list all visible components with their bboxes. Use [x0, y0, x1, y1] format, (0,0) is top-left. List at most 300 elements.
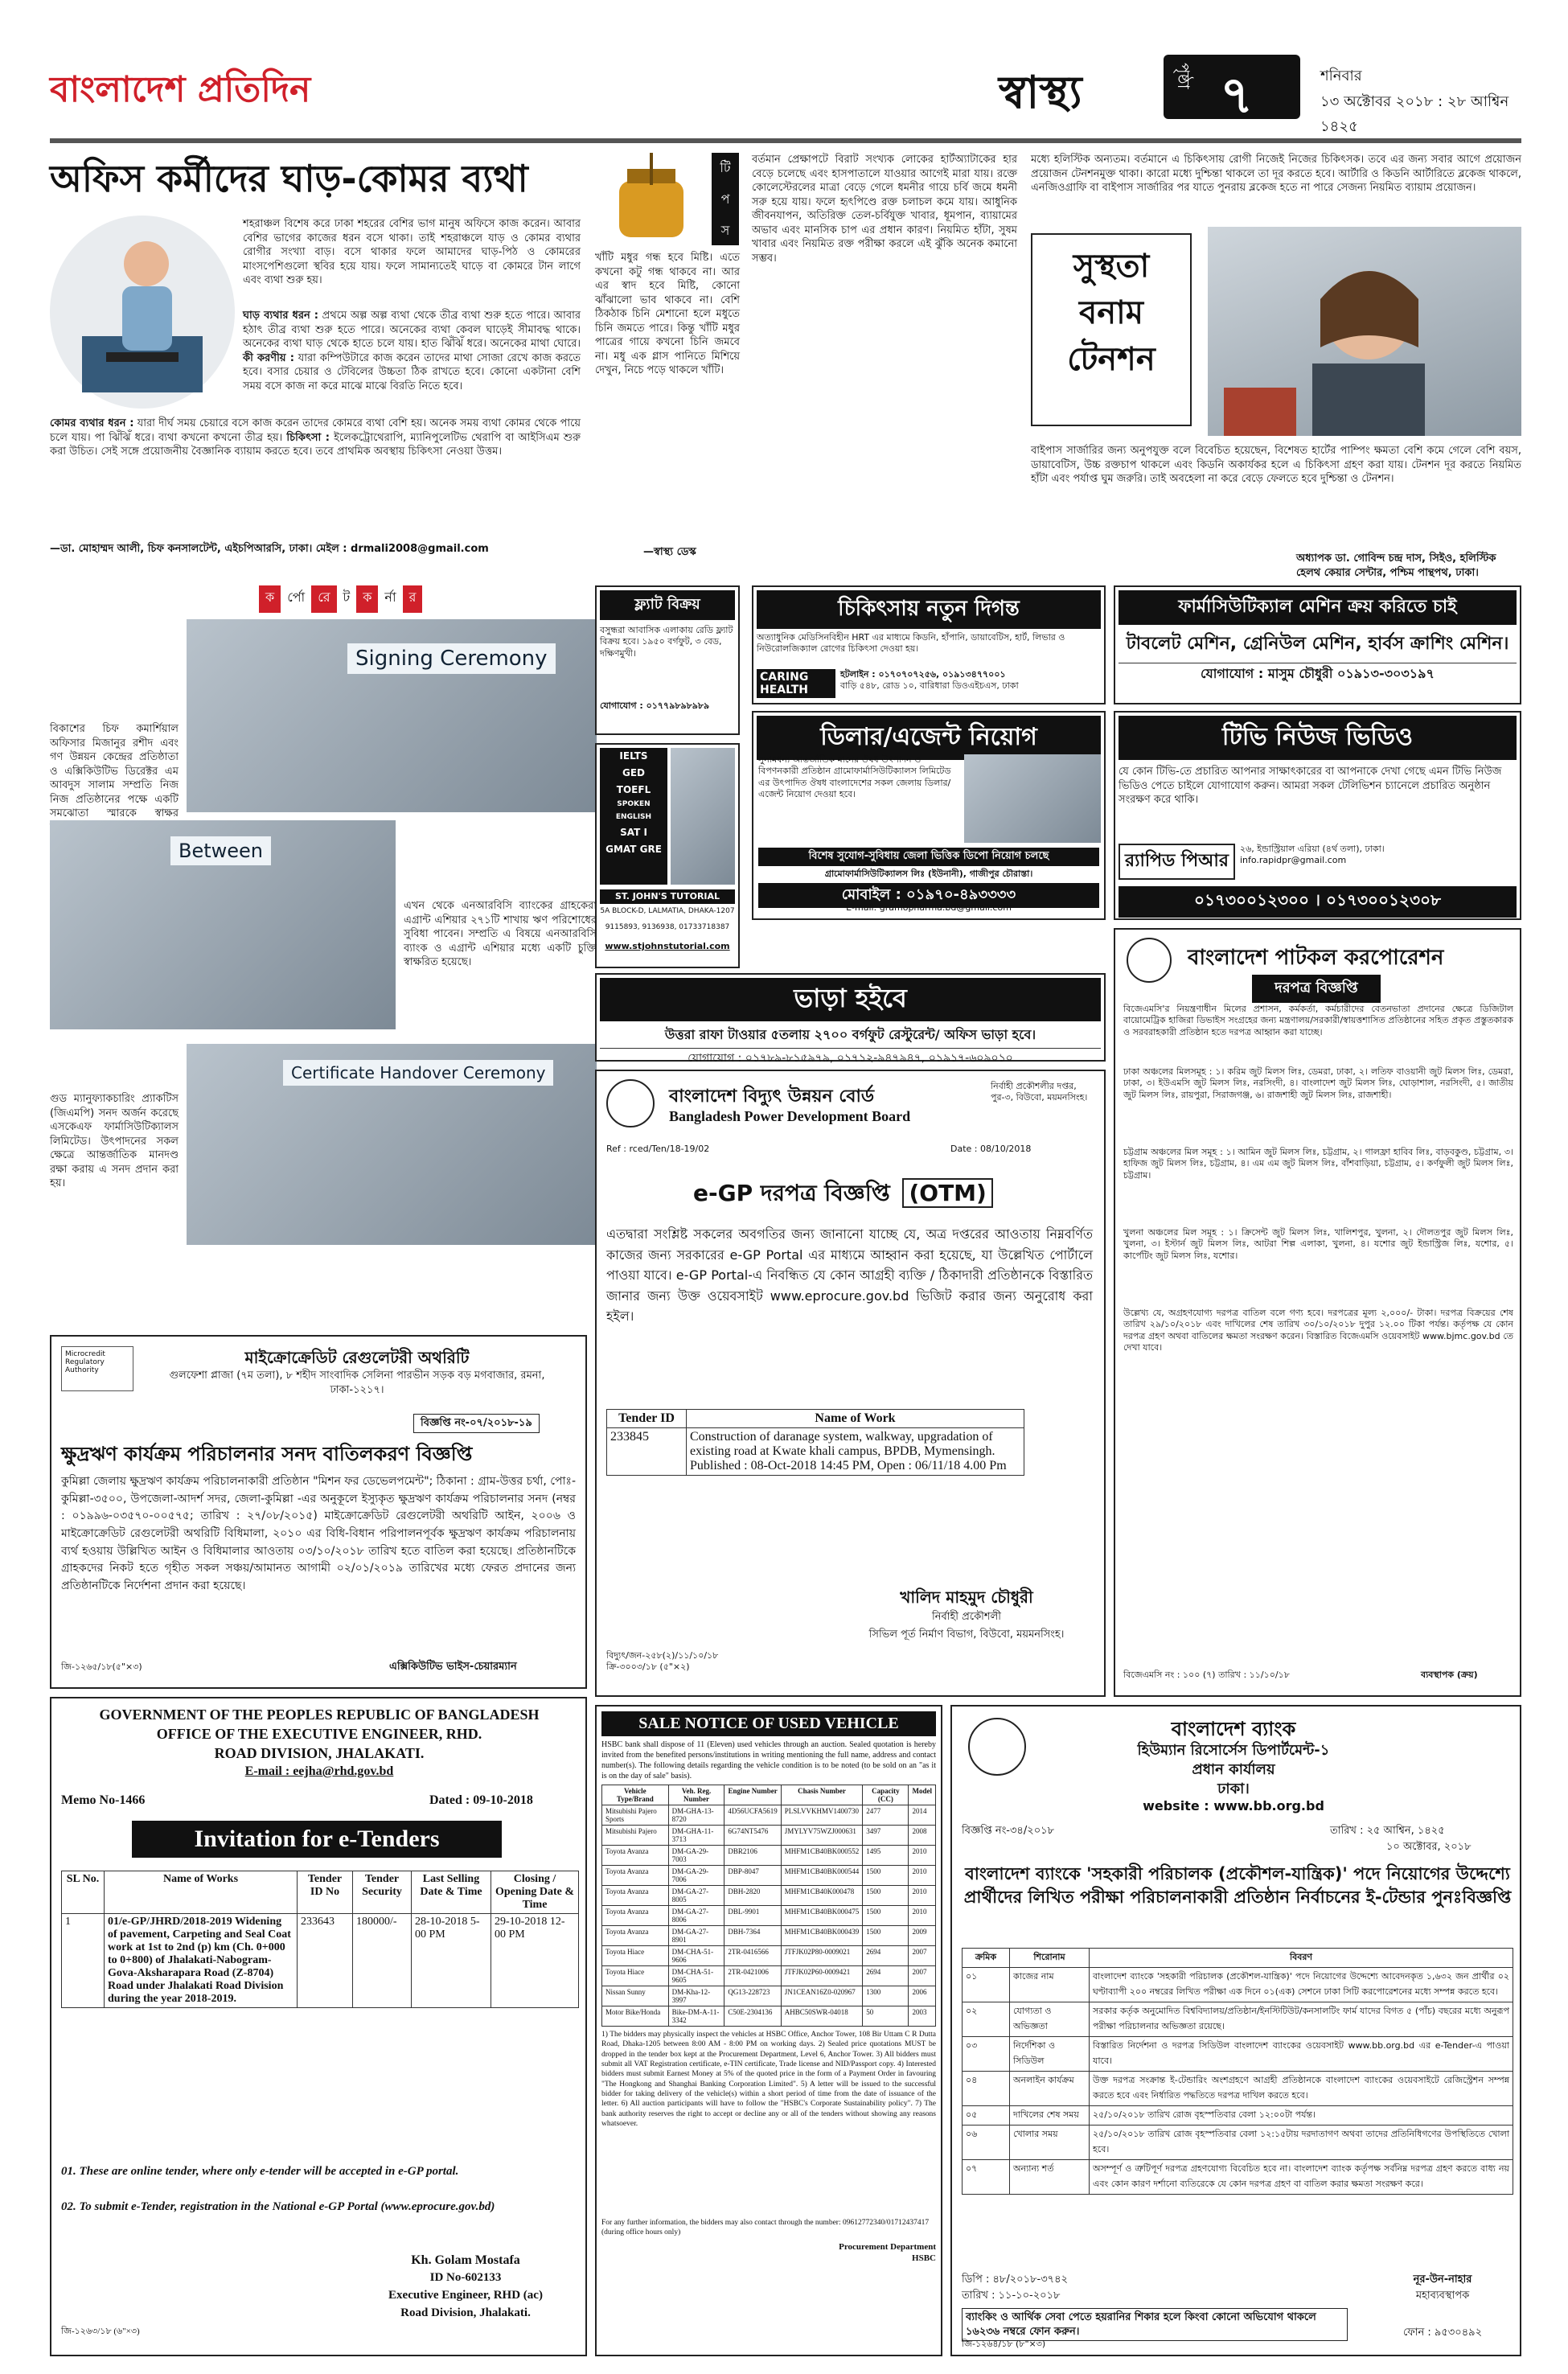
hsbc-table-row: [602, 1886, 936, 1906]
bb-code: জি-১২৬৪/১৮ (৮"×৩): [962, 2339, 1046, 2349]
dealer-ad: [752, 711, 1106, 920]
corp-tag-2: র্পো: [287, 589, 306, 605]
hsbc-cell: Motor Bike/Honda: [602, 2006, 669, 2027]
bb-cell: অনলাইন কার্যক্রম: [1010, 2072, 1090, 2106]
stress-article: [1031, 153, 1521, 587]
course-3: TOEFL: [616, 784, 651, 795]
bb-cell: ০৭: [963, 2160, 1010, 2195]
hsbc-th-model: Model: [909, 1785, 936, 1805]
logo-text: বাংলাদেশ প্রতিদিন: [50, 69, 311, 110]
bb-dp-date: তারিখ : ১১-১০-২০১৮: [962, 2290, 1061, 2302]
bpdb-table-header: [607, 1410, 1024, 1428]
hsbc-cell: 2477: [863, 1805, 909, 1826]
hsbc-cell: DM-GA-29-7003: [668, 1846, 724, 1866]
bb-cell: যোগ্যতা ও অভিজ্ঞতা: [1010, 2002, 1090, 2037]
dealer-highlight: বিশেষ সুযোগ-সুবিধায় জেলা ভিত্তিক ডিপো নিয়োগ চলছে: [758, 848, 1099, 866]
bjmc-title: বাংলাদেশ পাটকল করপোরেশন: [1188, 946, 1444, 970]
photo-banner-3: Certificate Handover Ceremony: [283, 1060, 553, 1086]
hsbc-signer: Procurement Department: [839, 2241, 936, 2252]
hsbc-cell: DM-CHA-51-9605: [668, 1966, 724, 1986]
bjmc-intro: বিজেএমসি'র নিয়ন্ত্রণাধীন মিলের প্রশাসন, কর্মকর্তা, কর্মচারীদের বেতনভাতা প্রদানের ক্ষেত্রে ডিজিটাল বায়োমেট্রিক হাজিরা ডিভাইস সংগ্রহের জন্য মন্ত্রণালয়/সরকারী/স্বায়ত্তশাসিত প্রতিষ্ঠানের সহিত প্রকৃত প্রস্তুতকারক ও সরবরাহকারী প্রতিষ্ঠান হতে দরপত্র আহ্বান করা যাচ্ছে।: [1123, 1004, 1513, 1037]
bb-logo: [968, 1718, 1026, 1776]
office-worker-illustration: [50, 216, 235, 409]
rhd-security: 180000/-: [353, 1914, 412, 2008]
bpdb-table: [606, 1409, 1024, 1476]
lead-body-2: [243, 309, 581, 413]
lead-subhead-4: চিকিৎসা :: [286, 431, 330, 444]
bjmc-signer: ব্যবস্থাপক (ক্রয়): [1421, 1670, 1478, 1680]
bb-table-row: [963, 2072, 1513, 2106]
mra-headline: ক্ষুদ্রঋণ কার্যক্রম পরিচালনার সনদ বাতিলকরণ বিজ্ঞপ্তি: [61, 1443, 473, 1465]
heart-article: বর্তমান প্রেক্ষাপটে বিরাট সংখ্যক লোকের হার্টঅ্যাটাকের হার বেড়ে চলেছে এবং হাসপাতালে যাওয়ার আগেই মারা যায়। রক্তে কোলেস্টেরলের মাত্রা বেড়ে গেলে ধমনীর গায়ে চর্বি জমে ধমনী সরু হয়ে যায়। ফলে হৃৎপিণ্ডে রক্ত চলাচল কমে যায়। আধুনিক জীবনযাপন, অতিরিক্ত তেল-চর্বিযুক্ত খাবার, ধূমপান, ব্যায়ামের অভাব এবং মানসিক চাপ এর প্রধান কারণ। নিয়মিত হাঁটা, সুষম খাবার এবং নিয়মিত রক্ত পরীক্ষা করলে এই ঝুঁকি অনেক কমানো সম্ভব।: [752, 154, 1017, 265]
hsbc-cell: 2010: [909, 1906, 936, 1926]
hsbc-table: [601, 1785, 936, 2027]
bpdb-notice: [595, 1070, 1106, 1697]
hsbc-cell: Toyota Avanza: [602, 1846, 669, 1866]
machine-items: টাবলেট মেশিন, গ্রেনিউল মেশিন, হার্বস ক্রাশিং মেশিন।: [1126, 634, 1509, 654]
hsbc-cell: 2694: [863, 1946, 909, 1966]
bb-cell: অসম্পূর্ণ ও ত্রুটিপূর্ণ দরপত্র গ্রহণযোগ্য বিবেচিত হবে না। বাংলাদেশ ব্যাংক কর্তৃপক্ষ সর্বনিম্ন দরপত্র গ্রহণ করতে বাধ্য নয় এবং কোন কারণ দর্শানো ব্যতিরেকে যে কোন দরপত্র গ্রহণ বা বাতিল করার ক্ষমতা সংরক্ষণ করে।: [1090, 2160, 1513, 2195]
hsbc-cell: 2694: [863, 1966, 909, 1986]
corp-tag-7: র: [403, 585, 423, 613]
rhd-th-id: Tender ID No: [298, 1871, 353, 1914]
course-1: IELTS: [619, 750, 648, 762]
stress-byline: অধ্যাপক ডা. গোবিন্দ চন্দ্র দাস, সিইও, হলিস্টিক হেলথ কেয়ার সেন্টার, পশ্চিম পান্থপথ, ঢাকা।: [1296, 552, 1496, 579]
hsbc-th-cc: Capacity (CC): [863, 1785, 909, 1805]
page-label: পৃষ্ঠা: [1174, 63, 1193, 89]
hsbc-cell: DM-CHA-51-9606: [668, 1946, 724, 1966]
stress-body: মধ্যে হলিস্টিক অন্যতম। বর্তমানে এ চিকিৎসায় রোগী নিজেই নিজের চিকিৎসক। তবে এর জন্য সবার আগে প্রয়োজন প্রয়োজন টেনশনমুক্ত থাকা। কারো মধ্যে দুশ্চিন্তা থাকলে তা দূর করতে হবে। আর্টারি ও কিডনি আর্টারিতে ব্লকেজ থাকলে, এনজিওগ্রাফি বা বাইপাস সার্জারির পর যাতে পুনরায় ব্লকেজ হতে না পারে সেজন্য নিয়মিত ব্যায়াম প্রয়োজন।: [1031, 154, 1521, 195]
rhd-th-security: Tender Security: [353, 1871, 412, 1914]
tutorial-address: 5A BLOCK-D, LALMATIA, DHAKA-1207: [600, 907, 735, 915]
bb-th-title: শিরোনাম: [1010, 1949, 1090, 1968]
course-2: GED: [622, 767, 645, 778]
bpdb-title-text: e-GP দরপত্র বিজ্ঞপ্তি: [693, 1180, 890, 1206]
tips-tag-2: প: [720, 191, 730, 207]
hsbc-table-row: [602, 2006, 936, 2027]
bb-cell: খোলার সময়: [1010, 2126, 1090, 2160]
logo: [50, 63, 310, 121]
tips-column: [595, 153, 740, 571]
bb-cell: ০১: [963, 1968, 1010, 2002]
bb-table-row: [963, 2126, 1513, 2160]
bjmc-khulna: খুলনা অঞ্চলের মিল সমূহ : ১। ক্রিসেন্ট জুট মিলস লিঃ, খালিশপুর, খুলনা, ২। দৌলতপুর জুট মিলস লিঃ, খুলনা, ৩। ইস্টার্ন জুট মিলস লিঃ, আটরা শিল্প এলাকা, খুলনা, ৪। যশোর জুট ইন্ডাস্ট্রিজ লিঃ, যশোর, ৫। কার্পেটিং জুট মিলস লিঃ, যশোর।: [1123, 1227, 1513, 1261]
hsbc-cell: 2010: [909, 1866, 936, 1886]
hsbc-cell: Nissan Sunny: [602, 1986, 669, 2006]
bb-cell: কাজের নাম: [1010, 1968, 1090, 2002]
rhd-table: [61, 1871, 579, 2008]
mra-title: মাইক্রোক্রেডিট রেগুলেটরী অথরিটি: [244, 1348, 470, 1367]
hsbc-th-type: Vehicle Type/Brand: [602, 1785, 669, 1805]
corp-caption-1: বিকাশের চিফ কমার্শিয়াল অফিসার মিজানুর রশীদ এবং গণ উন্নয়ন কেন্দ্রের প্রতিষ্ঠাতা ও এক্সিকিউটিভ ডিরেক্টর এম আবদুস সালাম সম্প্রতি নিজ নিজ প্রতিষ্ঠানের পক্ষে একটি সমঝোতা স্মারকে স্বাক্ষর: [50, 723, 179, 820]
bb-title: বাংলাদেশ ব্যাংক: [1171, 1718, 1296, 1740]
bpdb-logo: [606, 1079, 655, 1127]
rhd-closing: 29-10-2018 12-00 PM: [491, 1914, 579, 2008]
hsbc-cell: Toyota Avanza: [602, 1866, 669, 1886]
bb-table-header: [963, 1949, 1513, 1968]
bpdb-signer: খালিদ মাহমুদ চৌধুরী: [900, 1587, 1033, 1607]
course-6: GMAT GRE: [605, 843, 662, 855]
lead-headline: অফিস কর্মীদের ঘাড়-কোমর ব্যথা: [50, 157, 528, 200]
hsbc-cell: JTFJK02P60-0009421: [781, 1966, 863, 1986]
dealer-title: ডিলার/এজেন্ট নিয়োগ: [757, 716, 1101, 760]
hsbc-cell: DM-GA-27-8901: [668, 1926, 724, 1946]
photo-banner-2: Between: [170, 836, 271, 865]
bpdb-tender-id: 233845: [607, 1428, 687, 1476]
lead-subhead-2: কী করণীয় :: [243, 351, 294, 364]
hsbc-cell: Mitsubishi Pajero Sports: [602, 1805, 669, 1826]
dealer-body: সুনামধন্য আন্তর্জাতিক মানের ঔষধ উৎপাদন ও বিপণনকারী প্রতিষ্ঠান গ্রামোফার্মাসিউটিক্যালস লিমিটেড এর উৎপাদিত ঔষধ বাংলাদেশের সকল জেলায় ডিলার/এজেন্ট নিয়োগ দেওয়া হবে।: [758, 754, 951, 799]
machine-ad: [1114, 585, 1521, 704]
mra-notice: [50, 1335, 587, 1689]
hsbc-table-row: [602, 1946, 936, 1966]
bjmc-code: বিজেএমসি নং : ১০০ (৭) তারিখ : ১১/১০/১৮: [1123, 1670, 1290, 1680]
honey-jar-illustration: [595, 153, 708, 241]
dealer-email[interactable]: E-mail: gramopharma.bd@gmail.com: [846, 902, 1012, 913]
hsbc-table-row: [602, 1826, 936, 1846]
bb-date-bn: তারিখ : ২৫ আশ্বিন, ১৪২৫: [1330, 1825, 1445, 1837]
corp-caption-3: গুড ম্যানুফ্যাকচারিং প্র্যাকটিস (জিএমপি) সনদ অর্জন করেছে এসকেএফ ফার্মাসিউটিক্যালস লিমিটেড। উৎপাদনের সকল ক্ষেত্রে আন্তর্জাতিক মানদণ্ড রক্ষা করায় এ সনদ প্রদান করা হয়।: [50, 1093, 179, 1190]
bjmc-logo: [1127, 938, 1172, 983]
rhd-dated: Dated : 09-10-2018: [429, 1793, 533, 1807]
hsbc-cell: MHFM1CB40BK000544: [781, 1866, 863, 1886]
tv-title: টিভি নিউজ ভিডিও: [1119, 716, 1517, 760]
rhd-id: 233643: [298, 1914, 353, 2008]
bpdb-name-en: Bangladesh Power Development Board: [669, 1108, 911, 1124]
student-photo: [671, 748, 735, 885]
hsbc-cell: DBP-8047: [724, 1866, 781, 1886]
bb-headline: বাংলাদেশ ব্যাংকে 'সহকারী পরিচালক (প্রকৌশল-যান্ত্রিক)' পদে নিয়োগের উদ্দেশ্যে প্রার্থীদের লিখিত পরীক্ষা পরিচালনাকারী প্রতিষ্ঠান নির্বাচনের ই-টেন্ডার পুনঃবিজ্ঞপ্তি: [963, 1864, 1512, 1908]
mra-notice-no: বিজ্ঞপ্তি নং-০৭/২০১৮-১৯: [413, 1414, 540, 1433]
tv-email[interactable]: info.rapidpr@gmail.com: [1239, 855, 1347, 866]
bpdb-name-bn: বাংলাদেশ বিদ্যুৎ উন্নয়ন বোর্ড: [669, 1086, 875, 1107]
hsbc-cell: AHBC50SWR-04018: [781, 2006, 863, 2027]
hsbc-intro: HSBC bank shall dispose of 11 (Eleven) used vehicles through an auction. Sealed quotation is hereby invited from the benefited persons/institutions in writing mentioning the full name, address and contact number(s). The following details regarding the vehicle condition is to be noted (to be sold on an "as it is on the day of sale" basis).: [601, 1740, 936, 1780]
mra-logo: [61, 1346, 133, 1391]
hsbc-cell: 2010: [909, 1886, 936, 1906]
course-5: SAT I: [620, 826, 647, 838]
bjmc-notice: [1114, 928, 1521, 1697]
tv-contact-row: [1119, 844, 1517, 880]
hsbc-cell: DM-Kha-12-3997: [668, 1986, 724, 2006]
lead-text-3: যারা কম্পিউটারে কাজ করেন তাদের মাথা সোজা রেখে কাজ করতে হবে। বসার চেয়ার ও টেবিলের উচ্চতা ঠিক রাখতে হবে। কোনো একটানা বেশি সময় বসে কাজ না করে মাঝে মাঝে বিরতি নিতে হবে।: [243, 351, 581, 392]
rhd-id-no: ID No-602133: [429, 2271, 502, 2284]
tips-tag-3: স: [720, 223, 730, 238]
bb-fraud: ব্যাংকিং ও আর্থিক সেবা পেতে হয়রানির শিকার হলে কিংবা কোনো অভিযোগ থাকলে ১৬২৩৬ নম্বরে ফোন করুন।: [962, 2308, 1348, 2341]
hsbc-cell: Bike-DM-A-11-3342: [668, 2006, 724, 2027]
medical-title: চিকিৎসায় নতুন দিগন্ত: [757, 590, 1101, 629]
bb-dept: হিউম্যান রিসোর্সেস ডিপার্টমেন্ট-১: [1137, 1742, 1330, 1759]
rent-ad: [595, 973, 1106, 1065]
bpdb-th-work: Name of Work: [687, 1410, 1024, 1428]
hsbc-notice: [595, 1705, 942, 2356]
rhd-table-row: [62, 1914, 579, 2008]
hsbc-cell: 4D56UCFA5619: [724, 1805, 781, 1826]
bpdb-office: নির্বাহী প্রকৌশলীর দপ্তর, পুর-৩, বিউবো, ময়মনসিংহ।: [991, 1081, 1088, 1103]
bb-table: [962, 1948, 1513, 2195]
stress-title: [1031, 233, 1192, 426]
hsbc-table-row: [602, 1906, 936, 1926]
lead-photo: [50, 216, 235, 409]
bpdb-date: Date : 08/10/2018: [950, 1144, 1032, 1154]
hsbc-cell: 2006: [909, 1986, 936, 2006]
hsbc-cell: DM-GHA-11-3713: [668, 1826, 724, 1846]
tutorial-courses: [600, 748, 667, 885]
rhd-signer: Kh. Golam Mostafa: [411, 2253, 520, 2267]
tv-address: ২৬, ইন্ডাস্ট্রিয়াল এরিয়া (৪র্থ তলা), ঢাকা।: [1239, 844, 1385, 854]
bb-date-en: ১০ অক্টোবর, ২০১৮: [1386, 1841, 1472, 1853]
bjmc-dhaka: ঢাকা অঞ্চলের মিলসমূহ : ১। করিম জুট মিলস লিঃ, ডেমরা, ঢাকা, ২। লতিফ বাওয়ানী জুট মিলস লিঃ, ডেমরা, ঢাকা, ৩। ইউএমসি জুট মিলস লিঃ, নরসিংদী, ৪। বাংলাদেশ জুট মিলস লিঃ, ঘোড়াশাল, নরসিংদী, ৫। জাতীয় জুট মিলস লিঃ, রায়পুরা, সিরাজগঞ্জ, ৬। রাজশাহী জুট মিলস লিঃ, রাজশাহী।: [1123, 1066, 1513, 1100]
bpdb-work: Construction of daranage system, walkway, upgradation of existing road at Kwate khali campus, BPDB, Mymensingh. Published : 08-Oct-2018 14:45 PM, Open : 06/11/18 4.00 Pm: [687, 1428, 1024, 1476]
bb-cell: ০৫: [963, 2106, 1010, 2126]
hsbc-cell: 1500: [863, 1866, 909, 1886]
bpdb-body: এতদ্বারা সংশ্লিষ্ট সকলের অবগতির জন্য জানানো যাচ্ছে যে, অত্র দপ্তরের আওতায় নিম্নবর্ণিত কাজের জন্য সরকারের e-GP Portal এর মাধ্যমে আহ্বান করা হয়েছে, যা উল্লেখিত পোর্টালে পাওয়া যাবে। e-GP Portal-এ নিবন্ধিত যে কোন আগ্রহী ব্যক্তি / ঠিকাদারী প্রতিষ্ঠানকে বিস্তারিত জানার জন্য উক্ত ওয়েবসাইট www.eprocure.gov.bd ভিজিট করার জন্য অনুরোধ করা হইল।: [606, 1226, 1093, 1325]
section-title: স্বাস্থ্য: [999, 67, 1082, 119]
bpdb-code: বিদ্যুৎ/জন-২৫৮(২)/১১/১০/১৮ ক্রি-৩০০৩/১৮ (৫"×২): [606, 1650, 719, 1673]
medical-body: অত্যাধুনিক মেডিসিনবিহীন HRT এর মাধ্যমে কিডনি, হাঁপানি, ডায়াবেটিস, হার্ট, লিভার ও নিউরোলজিক্যাল রোগের চিকিৎসা দেওয়া হয়।: [757, 632, 1065, 655]
course-4: SPOKEN ENGLISH: [615, 800, 652, 821]
mra-code: জি-১২৬৫/১৮(৫"×৩): [61, 1661, 142, 1672]
bb-cell: বাংলাদেশ ব্যাংকে 'সহকারী পরিচালক (প্রকৌশল-যান্ত্রিক)' পদে নিয়োগের উদ্দেশ্যে আবেদনকৃত ১,৬৩২ জন প্রার্থীর ০২ ঘণ্টাব্যাপী ২০০ নম্বরের লিখিত পরীক্ষা এক দিনে ০১(এক) সেশনে ঢাকা সিটি করপোরেশনের মধ্যে সম্পন্ন করতে হবে।: [1090, 1968, 1513, 2002]
hsbc-cell: 1500: [863, 1926, 909, 1946]
hsbc-table-row: [602, 1926, 936, 1946]
bpdb-signer-title: নির্বাহী প্রকৌশলী: [931, 1611, 1001, 1623]
hsbc-cell: MHFM1CB40K000478: [781, 1886, 863, 1906]
machine-contact: যোগাযোগ : মাসুম চৌধুরী ০১৯১৩-৩০৩১৯৭: [1119, 663, 1517, 685]
rhd-signer-title: Executive Engineer, RHD (ac): [388, 2289, 543, 2302]
stress-title-2: বনাম: [1079, 294, 1143, 331]
bb-cell: বিস্তারিত নির্দেশনা ও দরপত্র সিডিউল বাংলাদেশ ব্যাংকের ওয়েবসাইট www.bb.org.bd এর e-Tender-এ পাওয়া যাবে।: [1090, 2037, 1513, 2072]
bb-cell: দাখিলের শেষ সময়: [1010, 2106, 1090, 2126]
machine-title: ফার্মাসিউটিক্যাল মেশিন ক্রয় করিতে চাই: [1119, 590, 1517, 625]
hsbc-cell: DM-GA-27-8006: [668, 1906, 724, 1926]
bb-signer-title: মহাব্যবস্থাপক: [1415, 2290, 1470, 2302]
bb-cell: ২৫/১০/২০১৮ তারিখ রোজ বৃহস্পতিবার বেলা ১২:১৫টায় দরদাতাগণ অথবা তাদের প্রতিনিধিগণের উপস্থিতিতে খোলা হবে।: [1090, 2126, 1513, 2160]
flat-sale-ad: [595, 585, 740, 735]
mra-body: কুমিল্লা জেলায় ক্ষুদ্রঋণ কার্যক্রম পরিচালনাকারী প্রতিষ্ঠান "মিশন ফর ডেভেলপমেন্ট"; ঠিকানা : গ্রাম-উত্তর চর্থা, পোঃ-কুমিল্লা-৩৫০০, উপজেলা-আদর্শ সদর, জেলা-কুমিল্লা -এর অনুকূলে ইস্যুকৃত ক্ষুদ্রঋণ কার্যক্রম পরিচালনার সনদ (নম্বর : ০১৯৯৬-০৩৫৭০-০০৫৭৫; তারিখ : ২৭/০৮/২০১৫) মাইক্রোক্রেডিট রেগুলেটরী অথরিটি আইন, ২০০৬ ও মাইক্রোক্রেডিট রেগুলেটরী অথরিটি বিধিমালা, ২০১০ এর বিধি-বিধান পরিপালনপূর্বক ক্ষুদ্রঋণ কার্যক্রম পরিচালনায় ব্যর্থ হওয়ায় উল্লিখিত আইন ও বিধিমালার আওতায় ০৩/১০/২০১৮ তারিখ হতে বাতিল করা হয়েছে। প্রতিষ্ঠানটিকে গ্রাহকদের নিকট হতে গৃহীত সকল সঞ্চয়/আমানত আগামী ০২/০১/২০১৯ তারিখের মধ্যে ফেরত প্রদানের জন্য প্রতিষ্ঠানটিকে নির্দেশনা প্রদান করা হয়েছে।: [61, 1475, 576, 1593]
bb-th-desc: বিবরণ: [1090, 1949, 1513, 1968]
woman-illustration: [1208, 227, 1521, 436]
rhd-sl: 1: [62, 1914, 105, 2008]
stressed-woman-photo: [1208, 227, 1521, 436]
tv-brand: র‍্যাপিড পিআর: [1119, 844, 1235, 880]
flat-contact: যোগাযোগ : ০১৭৭৯৮৯৮৯৮৯: [600, 700, 710, 711]
bpdb-ref: Ref : rced/Ten/18-19/02: [606, 1144, 710, 1154]
hsbc-cell: 2TR-0421006: [724, 1966, 781, 1986]
hsbc-cell: DM-GA-29-7006: [668, 1866, 724, 1886]
lead-subhead-3: কোমর ব্যথার ধরন :: [50, 417, 134, 429]
flat-title: ফ্ল্যাট বিক্রয়: [600, 590, 735, 620]
hsbc-cell: DBH-7364: [724, 1926, 781, 1946]
hsbc-cell: JN1CEAN16Z0-020967: [781, 1986, 863, 2006]
hsbc-contact: For any further information, the bidders may also contact through the number: 09612772340/01712437417 (during office hours only): [601, 2219, 930, 2237]
stress-title-1: সুস্থতা: [1073, 248, 1150, 285]
tv-body: যে কোন টিভি-তে প্রচারিত আপনার সাক্ষাৎকারের বা আপনাকে দেখা গেছে এমন টিভি নিউজ ভিডিও পেতে চাইলে যোগাযোগ করুন। আমরা সকল টেলিভিশন চ্যানেলে প্রচারিত অনুষ্ঠান সংরক্ষণ করে থাকি।: [1119, 766, 1502, 807]
rent-contact: যোগাযোগ : ০১৭৮৯-৮১৫৯৭৯, ০১৭১২-৯৪৭৯৪৭, ০১৯১৭-৬০৯০১০: [600, 1048, 1101, 1068]
rhd-line-1: GOVERNMENT OF THE PEOPLES REPUBLIC OF BANGLADESH: [99, 1707, 540, 1723]
bb-table-row: [963, 2106, 1513, 2126]
hsbc-cell: C50E-2304136: [724, 2006, 781, 2027]
flat-body: বসুন্ধরা আবাসিক এলাকায় রেডি ফ্ল্যাট বিক্রয় হবে। ১৯৫০ বর্গফুট, ৩ বেড, দক্ষিণমুখী।: [600, 625, 733, 659]
medical-contact-row: [757, 669, 1101, 698]
tv-phone: ০১৭৩০০১২৩০০ । ০১৭৩০০১২৩০৮: [1119, 886, 1517, 918]
tutorial-ad: [595, 743, 740, 968]
corp-photo-1: [187, 619, 597, 812]
hsbc-cell: Toyota Hiace: [602, 1966, 669, 1986]
rhd-office: Road Division, Jhalakati.: [400, 2306, 531, 2319]
hsbc-cell: 2007: [909, 1946, 936, 1966]
hsbc-cell: 2003: [909, 2006, 936, 2027]
tutorial-phone: 9115893, 9136938, 01733718387: [605, 923, 730, 931]
rhd-code: জি-১২৬৩/১৮ (৬"×৩): [61, 2327, 140, 2336]
corp-tag-5: ক: [356, 585, 378, 613]
medical-ad: [752, 585, 1106, 704]
medical-brand: CARING HEALTH: [757, 669, 835, 698]
hsbc-cell: 2009: [909, 1926, 936, 1946]
tutorial-web[interactable]: www.stjohnstutorial.com: [605, 941, 730, 951]
bb-notice-no: বিজ্ঞপ্তি নং-৩৪/২০১৮: [962, 1825, 1055, 1837]
bb-city: ঢাকা।: [1217, 1780, 1250, 1797]
hsbc-cell: JTFJK02P80-0009021: [781, 1946, 863, 1966]
rhd-line-2: OFFICE OF THE EXECUTIVE ENGINEER, RHD.: [156, 1726, 482, 1742]
bb-cell: ০২: [963, 2002, 1010, 2037]
hsbc-cell: DM-GHA-13-8720: [668, 1805, 724, 1826]
rhd-th-works: Name of Works: [105, 1871, 298, 1914]
hsbc-table-row: [602, 1866, 936, 1886]
tv-news-ad: [1114, 711, 1521, 920]
hsbc-table-row: [602, 1966, 936, 1986]
bpdb-signer-office: সিভিল পূর্ত নির্মাণ বিভাগ, বিউবো, ময়মনসিংহ।: [868, 1629, 1065, 1641]
mra-address: গুলফেশা প্লাজা (৭ম তলা), ৮ শহীদ সাংবাদিক সেলিনা পারভীন সড়ক বড় মগবাজার, রমনা, ঢাকা-১২১৭।: [169, 1370, 545, 1396]
rhd-th-closing: Closing / Opening Date & Time: [491, 1871, 579, 1914]
stress-title-3: টেনশন: [1067, 341, 1155, 378]
bb-notice: [950, 1705, 1521, 2356]
hsbc-cell: MHFM1CB40BK000439: [781, 1926, 863, 1946]
bb-phone: ফোন : ৯৫৩০৪৯২: [1402, 2327, 1483, 2339]
lead-article: [50, 151, 581, 602]
hsbc-table-row: [602, 1805, 936, 1826]
rhd-table-header: [62, 1871, 579, 1914]
bb-table-body: [963, 1968, 1513, 2195]
rhd-note-2: 02. To submit e-Tender, registration in the National e-GP Portal (www.eprocure.gov.bd): [61, 2200, 495, 2213]
hsbc-table-body: [602, 1805, 936, 2027]
hsbc-th-reg: Veh. Reg. Number: [668, 1785, 724, 1805]
corp-photo-2: [50, 820, 396, 1029]
medical-address: বাড়ি ৫৪৮, রোড ১০, বারিধারা ডিওএইচএস, ঢাকা: [840, 680, 1019, 692]
rhd-memo: Memo No-1466: [61, 1793, 146, 1807]
medical-hotline-block: [840, 669, 1019, 698]
corporate-corner: [50, 585, 597, 1325]
bb-cell: ২৫/১০/২০১৮ তারিখ রোজ বৃহস্পতিবার বেলা ১২:০০টা পর্যন্ত।: [1090, 2106, 1513, 2126]
hsbc-table-header: [602, 1785, 936, 1805]
bb-table-row: [963, 2002, 1513, 2037]
bpdb-table-row: [607, 1428, 1024, 1476]
bpdb-th-id: Tender ID: [607, 1410, 687, 1428]
bjmc-ctg: চট্টগ্রাম অঞ্চলের মিল সমূহ : ১। আমিন জুট মিলস লিঃ, চট্টগ্রাম, ২। গালফ্রা হাবিব লিঃ, বাড়বকুণ্ড, চট্টগ্রাম, ৩। হাফিজ জুট মিলস লিঃ, চট্টগ্রাম, ৪। এম এম জুট মিলস লিঃ, বাঁশবাড়িয়া, চট্টগ্রাম, ৫। কর্ণফুলী জুট মিলস লিঃ, চট্টগ্রাম।: [1123, 1147, 1513, 1181]
corp-tag-4: ট: [343, 589, 351, 605]
lead-text-5: ইলেকট্রোথেরাপি, ম্যানিপুলেটিভ থেরাপি বা আইসিএম শুরু করা উচিত। সেই সঙ্গে প্রয়োজনীয় বৈজ্ঞানিক ব্যায়াম করতে হবে। তবে প্রাথমিক অবস্থায় চিকিৎসা নেওয়া উত্তম।: [50, 431, 581, 458]
tips-tag: [712, 153, 739, 245]
doctor-photo: [964, 754, 1101, 843]
bb-th-sl: ক্রমিক: [963, 1949, 1010, 1968]
stress-body-2: বাইপাস সার্জারির জন্য অনুপযুক্ত বলে বিবেচিত হয়েছেন, বিশেষত হার্টের পাম্পিং ক্ষমতা বেশি কমে গেলে বেশি বয়স, ডায়াবেটিস, উচ্চ রক্তচাপ থাকলে এবং কিডনি অকার্যকর হলে এ চিকিৎসা গ্রহণ করা যায়। টেনশন দূর করতে নিয়মিত হাঁটা এবং পর্যাপ্ত ঘুম জরুরি। তাই অবহেলা না করে বেড়ে ফেলতে হবে দুশ্চিন্তা ও টেনশন।: [1031, 445, 1521, 486]
hsbc-cell: Mitsubishi Pajero: [602, 1826, 669, 1846]
bjmc-conditions: উল্লেখ্য যে, অগ্রহণযোগ্য দরপত্র বাতিল বলে গণ্য হবে। দরপত্রের মূল্য ২,০০০/- টাকা। দরপত্র বিক্রয়ের শেষ তারিখ ২৯/১০/২০১৮ এবং দাখিলের শেষ তারিখ ৩০/১০/২০১৮ দুপুর ১২.০০ টিকা পর্যন্ত। কর্তৃপক্ষ যে কোন দরপত্র গ্রহণ অথবা বাতিলের ক্ষমতা সংরক্ষণ করেন। বিস্তারিত বিজেএমসি ওয়েবসাইট www.bjmc.gov.bd তে দেখা যাবে।: [1123, 1308, 1513, 1353]
rent-body: উত্তরা রাফা টাওয়ার ৫তলায় ২৭০০ বর্গফুট রেস্টুরেন্ট/ অফিস ভাড়া হবে।: [664, 1027, 1036, 1042]
tips-tag-1: টি: [720, 160, 731, 175]
rent-title: ভাড়া হইবে: [600, 978, 1101, 1021]
hsbc-cell: Toyota Avanza: [602, 1886, 669, 1906]
medical-hotline: হটলাইন : ০১৭০৭০৭২৫৬, ০১৯১৩৪৭৭০০১: [840, 669, 1006, 680]
hsbc-cell: DBH-2820: [724, 1886, 781, 1906]
hsbc-cell: PLSLVVKHMV1400730: [781, 1805, 863, 1826]
mra-logo-text: Microcredit Regulatory Authority: [65, 1350, 105, 1374]
lead-text-4: যারা দীর্ঘ সময় চেয়ারে বসে কাজ করেন তাদের কোমরে ব্যথা বেশি হয়। অনেক সময় ব্যথা কোমর থেকে পায়ে চলে যায়। পা ঝিঁঝিঁ ধরে। ব্যথা কখনো কখনো তীব্র হয়।: [50, 417, 581, 444]
hsbc-cell: 2008: [909, 1826, 936, 1846]
hsbc-th-engine: Engine Number: [724, 1785, 781, 1805]
hsbc-table-row: [602, 1846, 936, 1866]
corp-tag-6: র্না: [384, 589, 396, 605]
bb-website[interactable]: website : www.bb.org.bd: [1143, 1798, 1324, 1813]
hsbc-org: HSBC: [912, 2253, 936, 2263]
bb-signer: নূর-উন-নাহার: [1413, 2273, 1472, 2286]
bb-cell: অন্যান্য শর্ত: [1010, 2160, 1090, 2195]
hsbc-cell: 2TR-0416566: [724, 1946, 781, 1966]
hsbc-cell: JMYLYV75WZJ000631: [781, 1826, 863, 1846]
bb-dp: ডিপি : ৪৮/২০১৮-৩৭৪২: [962, 2273, 1068, 2286]
rhd-banner: Invitation for e-Tenders: [132, 1821, 502, 1858]
rhd-note-1: 01. These are online tender, where only e-tender will be accepted in e-GP portal.: [61, 2165, 459, 2178]
tutorial-name: ST. JOHN'S TUTORIAL: [600, 889, 735, 904]
bb-cell: ০৪: [963, 2072, 1010, 2106]
hsbc-cell: MHFM1CB40BK000475: [781, 1906, 863, 1926]
dealer-company: গ্রামোফার্মাসিউটিক্যালস লিঃ (ইউনানী), গাজীপুর চৌরাস্তা।: [824, 869, 1033, 879]
corp-tag-3: রে: [311, 585, 336, 613]
bpdb-title: [693, 1176, 993, 1214]
hsbc-cell: 1500: [863, 1906, 909, 1926]
issue-day: শনিবার: [1320, 68, 1362, 84]
page-number: ৭: [1220, 66, 1254, 125]
honey-icon: [595, 153, 708, 241]
hsbc-cell: 2007: [909, 1966, 936, 1986]
rhd-email[interactable]: E-mail : eejha@rhd.gov.bd: [244, 1764, 394, 1778]
page-number-box: [1164, 55, 1300, 125]
lead-subhead-1: ঘাড় ব্যথার ধরন :: [243, 310, 318, 322]
lead-text-2: প্রথমে অল্প অল্প ব্যথা থেকে তীব্র ব্যথা শুরু হতে পারে। আবার হঠাৎ তীব্র ব্যথা শুরু হতে পারে। অনেকের ব্যথা কেবল ঘাড়েই সীমাবদ্ধ থাকে। অনেকের ব্যথা ঘাড় থেকে হাতে চলে যায়। হাত ঝিঁঝিঁ ধরে। অনেকের মাথা ঘোরে।: [243, 310, 581, 351]
hsbc-cell: DM-GA-27-8005: [668, 1886, 724, 1906]
hsbc-cell: QG13-228723: [724, 1986, 781, 2006]
masthead: [50, 47, 1521, 143]
rhd-selling: 28-10-2018 5-00 PM: [412, 1914, 491, 2008]
hsbc-cell: 1300: [863, 1986, 909, 2006]
lead-body: শহরাঞ্চল বিশেষ করে ঢাকা শহরের বেশির ভাগ মানুষ অফিসে কাজ করেন। আবার বেশির ভাগের কাজের ধরন বসে থাকা। তাই শহরাঞ্চলে যাড় ও কোমর ব্যথার রোগীর সংখ্যা বাড়। বসে থাকার ফলে আমাদের ঘাড়-পিঠ ও কোমরের মাংসপেশিগুলো স্থবির হয়ে যায়। ফলে সামান্যতেই ঘাড়ে বা কোমরে টান লাগে এবং ব্যথা শুরু হয়।: [243, 218, 581, 287]
bb-cell: সরকার কর্তৃক অনুমোদিত বিশ্ববিদ্যালয়/প্রতিষ্ঠান/ইনস্টিটিউট/কনসালটিং ফার্ম যাদের বিগত ৫ (পাঁচ) বছরের মধ্যে অনুরূপ পরীক্ষা পরিচালনার অভিজ্ঞতা রয়েছে।: [1090, 2002, 1513, 2037]
hsbc-cell: Toyota Hiace: [602, 1946, 669, 1966]
bjmc-subtitle: দরপত্র বিজ্ঞপ্তি: [1252, 975, 1381, 1003]
rhd-th-sl: SL No.: [62, 1871, 105, 1914]
mra-signer: এক্সিকিউটিভ ভাইস-চেয়ারম্যান: [389, 1661, 517, 1673]
hsbc-table-row: [602, 1986, 936, 2006]
hsbc-cell: 3497: [863, 1826, 909, 1846]
hsbc-cell: 6G74NT5476: [724, 1826, 781, 1846]
hsbc-cell: MHFM1CB40BK000552: [781, 1846, 863, 1866]
corp-caption-2: এখন থেকে এনআরবিসি ব্যাংকের গ্রাহকেরা এগ্রান্ট এশিয়ার ২৭১টি শাখায় ঋণ পরিশোধের সুবিধা পাবেন। সম্প্রতি এ বিষয়ে এনআরবিসি ব্যাংক ও এগ্রান্ট এশিয়ার মধ্যে একটি চুক্তি স্বাক্ষরিত হয়েছে।: [404, 900, 597, 969]
hsbc-cell: 2010: [909, 1846, 936, 1866]
rhd-th-selling: Last Selling Date & Time: [412, 1871, 491, 1914]
hsbc-th-chasis: Chasis Number: [781, 1785, 863, 1805]
bb-cell: নির্দেশিকা ও সিডিউল: [1010, 2037, 1090, 2072]
hsbc-cell: 2014: [909, 1805, 936, 1826]
